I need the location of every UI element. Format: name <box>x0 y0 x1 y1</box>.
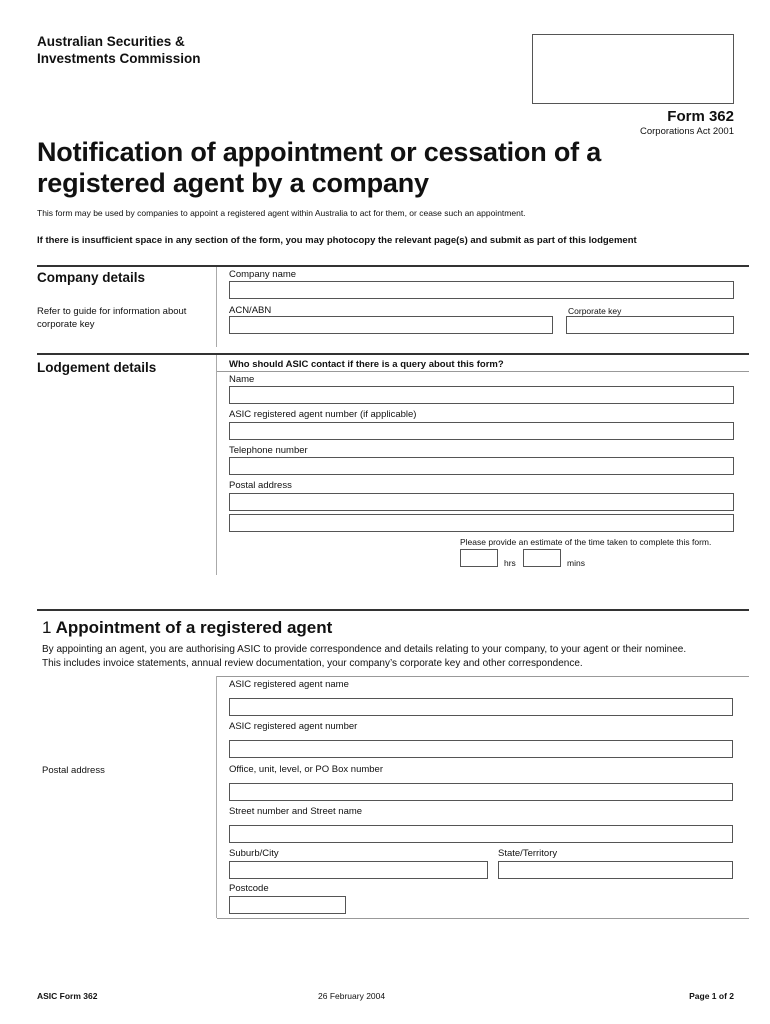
suburb-label: Suburb/City <box>229 848 279 859</box>
agent-name-input[interactable] <box>229 698 733 716</box>
contact-postal-input-line2[interactable] <box>229 514 734 532</box>
section-divider <box>37 353 749 355</box>
footer-page: Page 1 of 2 <box>689 991 734 1001</box>
contact-name-input[interactable] <box>229 386 734 404</box>
column-divider <box>216 355 217 575</box>
corporate-key-guide: Refer to guide for information about corporate key <box>37 306 187 330</box>
column-divider <box>216 267 217 347</box>
company-name-label: Company name <box>229 269 297 280</box>
contact-question: Who should ASIC contact if there is a query about this form? <box>229 359 504 370</box>
agent-number-input[interactable] <box>229 740 733 758</box>
street-input[interactable] <box>229 825 733 843</box>
corporate-key-label: Corporate key <box>568 306 622 316</box>
contact-name-label: Name <box>229 374 255 385</box>
minutes-input[interactable] <box>523 549 561 567</box>
question-underline <box>217 371 749 372</box>
company-name-input[interactable] <box>229 281 734 299</box>
organisation-name: Australian Securities & Investments Commission <box>37 34 201 66</box>
time-estimate-text: Please provide an estimate of the time taken to complete this form. <box>460 537 712 547</box>
acn-abn-label: ACN/ABN <box>229 305 272 316</box>
lodgement-details-heading: Lodgement details <box>37 360 157 375</box>
section-number: 1 <box>42 618 52 637</box>
state-label: State/Territory <box>498 848 558 859</box>
acn-abn-input[interactable] <box>229 316 553 334</box>
office-use-box <box>532 34 734 104</box>
act-reference: Corporations Act 2001 <box>639 126 734 137</box>
footer-date: 26 February 2004 <box>318 991 386 1001</box>
photocopy-note: If there is insufficient space in any section of the form, you may photocopy the relevant page(s) and submit as part of this lodgement <box>37 235 637 246</box>
panel-bottom-line <box>217 918 749 919</box>
section-1-heading <box>42 618 332 638</box>
column-divider <box>216 676 217 918</box>
postcode-label: Postcode <box>229 883 269 894</box>
agent-number-label: ASIC registered agent number <box>229 721 358 732</box>
agent-name-label: ASIC registered agent name <box>229 679 349 690</box>
section-divider <box>37 609 749 611</box>
state-input[interactable] <box>498 861 733 879</box>
postcode-input[interactable] <box>229 896 346 914</box>
hours-label: hrs <box>504 558 516 568</box>
contact-postal-label: Postal address <box>229 480 292 491</box>
suburb-input[interactable] <box>229 861 488 879</box>
street-label: Street number and Street name <box>229 806 363 817</box>
panel-top-line <box>217 676 749 677</box>
intro-text: This form may be used by companies to appoint a registered agent within Australia to act for them, or cease such an appointment. <box>37 208 526 218</box>
contact-agent-number-label: ASIC registered agent number (if applicable) <box>229 409 417 420</box>
contact-postal-input-line1[interactable] <box>229 493 734 511</box>
contact-agent-number-input[interactable] <box>229 422 734 440</box>
postal-address-label: Postal address <box>42 765 105 776</box>
page-title: Notification of appointment or cessation of a registered agent by a company <box>37 137 602 198</box>
section-1-description: By appointing an agent, you are authorising ASIC to provide correspondence and details relating to your company, to your agent or their nominee. This includes invoice statements, annual review documentation, your company’s corporate key and other correspondence. <box>42 644 687 669</box>
footer-form: ASIC Form 362 <box>37 991 98 1001</box>
section-title: Appointment of a registered agent <box>55 618 333 637</box>
office-label: Office, unit, level, or PO Box number <box>229 764 384 775</box>
minutes-label: mins <box>567 558 585 568</box>
section-divider <box>37 265 749 267</box>
office-input[interactable] <box>229 783 733 801</box>
form-number: Form 362 <box>667 108 734 125</box>
telephone-label: Telephone number <box>229 445 308 456</box>
corporate-key-input[interactable] <box>566 316 734 334</box>
company-details-heading: Company details <box>37 270 146 285</box>
telephone-input[interactable] <box>229 457 734 475</box>
hours-input[interactable] <box>460 549 498 567</box>
